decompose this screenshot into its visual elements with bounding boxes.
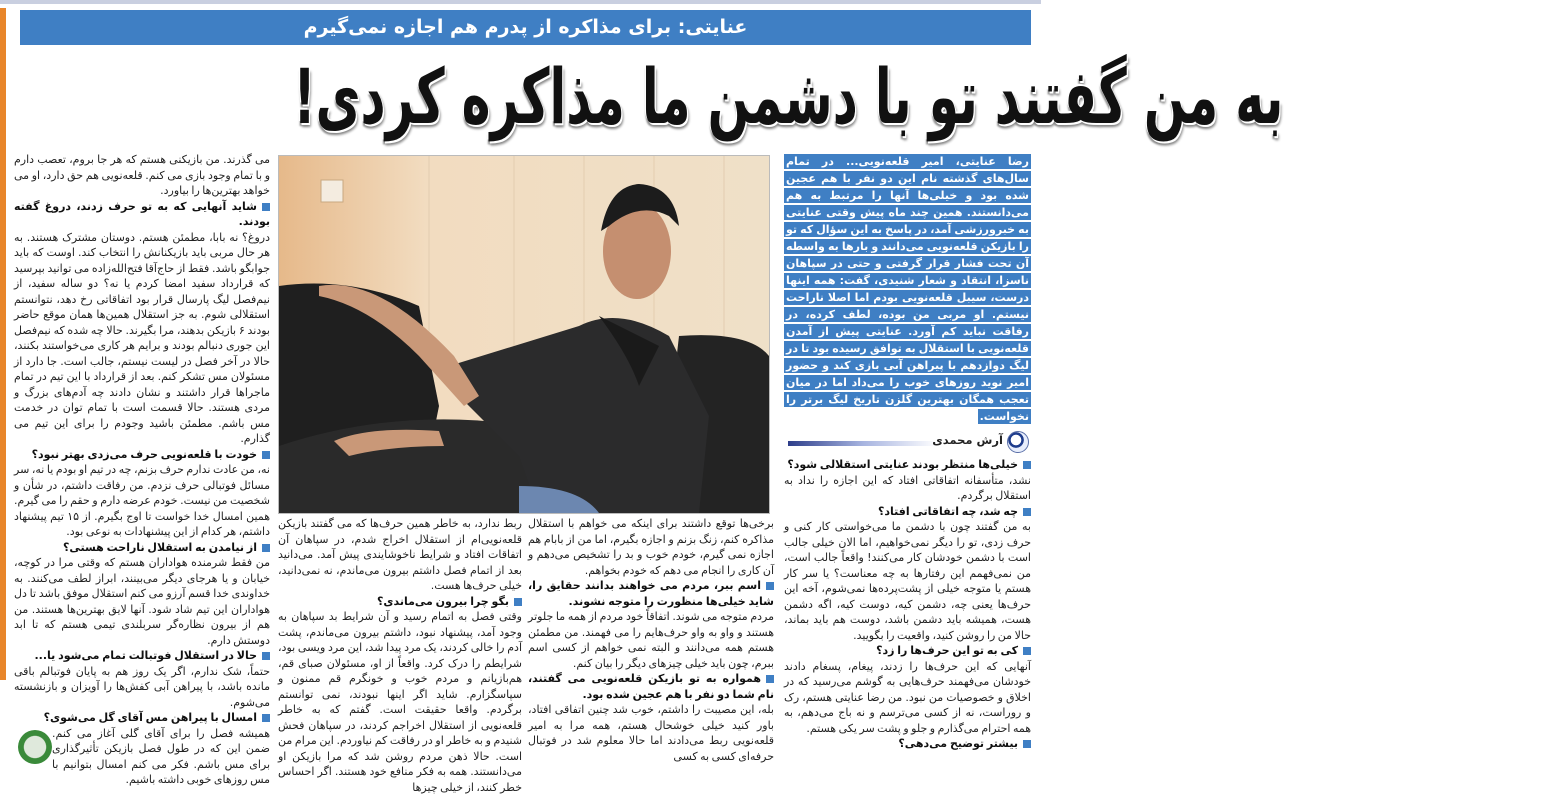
interview-question xyxy=(784,736,1031,752)
football-icon xyxy=(1007,431,1029,453)
question-bullet-icon xyxy=(766,582,774,590)
interview-answer: نشد، متأسفانه اتفاقاتی افتاد که این اجازه را نداد به استقلال برگردم. xyxy=(784,473,1031,502)
interview-question xyxy=(14,447,270,463)
headline: به من گفتند تو با دشمن ما مذاکره کردی! xyxy=(293,52,1284,141)
interview-answer: دروغ؟ نه بابا، مطمئن هستم. دوستان مشترک هستند. به هر حال مربی باید بازیکنانش را انتخاب کند. اوست که باید جوابگو باشد. فقط از حاج‌آقا فتح‌الله‌زاده می توانید بپرسید که قرارداد سفید امضا کردم یا نه؟ دو ساله سفید، از نیم‌فصل لیگ پارسال قرار بود اتفاقاتی رخ دهد، نتوانستم استقلالی شوم. به جز استقلال همین‌ها همان موقع حاضر بودند ۶ بازیکن بدهند، مرا بگیرند. حالا چه شده که نیم‌فصل این جوری دنبالم بودند و برایم هر کاری می‌خواستند بکنند، حالا در آخر فصل در لیست نیستم، جالب است. جا دارد از مسئولان مس تشکر کنم. بعد از قرارداد با این تیم در تمام ماجراها قرار داشتند و نشان دادند چه آدم‌های بزرگ و مردی هستند. حالا قسمت است با تمام توان در خدمت مس باشم. مطمئن باشید وجودم را برای این تیم می گذارم. xyxy=(14,230,270,445)
interview-question xyxy=(14,648,270,664)
question-bullet-icon xyxy=(262,652,270,660)
article-column-right xyxy=(784,457,1031,752)
headline-container xyxy=(20,48,1284,148)
photo-illustration xyxy=(279,156,769,513)
question-bullet-icon xyxy=(262,451,270,459)
interview-answer: برخی‌ها توقع داشتند برای اینکه می خواهم با استقلال مذاکره کنم، زنگ بزنم و اجازه بگیرم، اما من از بابام هم اجازه نمی گیرم، خودم خوب و بد را تشخیص می‌دهم و آن کاری را انجام می دهم که خودم بخواهم. xyxy=(528,517,774,577)
question-bullet-icon xyxy=(1023,461,1031,469)
author-name: آرش محمدی xyxy=(932,433,1003,447)
interview-answer: نه، من عادت ندارم حرف بزنم، چه در تیم او بودم یا نه، سر مسائل فوتبالی حرف نزدم. من رفاقت داشتم، در شأن و شخصیت من نیست. خودم عرضه دارم و حقم را می گیرم. همین امسال خدا خواست تا اوج بگیرم. از ۱۵ تیم پیشنهاد داشتم، هر کدام از این پیشنهادات به نوعی بود. xyxy=(14,463,270,538)
interview-answer: آنهایی که این حرف‌ها را زدند، پیغام، پسغام دادند خودشان می‌فهمند حرف‌هایی به گوشم می‌رسید که در اخلاق و خصوصیات من نبود. من رضا عنایتی هستم، رک و روراست، نه از کسی می‌ترسم و نه باج می‌دهم، به همه احترام می‌گذارم و جلو و پشت سر یکی هستم. xyxy=(784,659,1031,735)
lead-text: رضا عنایتی، امیر قلعه‌نویی... در تمام سال‌های گذشته نام این دو نفر با هم عجین شده بود و خیلی‌ها آنها را مرتبط به هم می‌دانستند. همین چند ماه پیش وقتی عنایتی به خبرورزشی آمد، در پاسخ به این سؤال که تو را بازیکن قلعه‌نویی می‌دانند و بارها به واسطه آن تحت فشار قرار گرفتی و حتی در سپاهان ناسزا، انتقاد و شعار شنیدی، گفت: همه اینها درست، سیبل قلعه‌نویی بودم اما اصلا ناراحت نیستم. او مربی من بوده، لطف کرده، در رفاقت نباید کم آورد. عنایتی پیش از آمدن قلعه‌نویی با استقلال به توافق رسیده بود تا در لیگ دوازدهم با پیراهن آبی بازی کند و حضور امیر نوید روزهای خوب را می‌داد اما در میان تعجب همگان بهترین گلزن تاریخ لیگ برتر را نخواست. xyxy=(786,155,1029,423)
question-text: از نیامدن به استقلال ناراحت هستی؟ xyxy=(62,540,257,554)
interview-answer: حتماً، شک ندارم، اگر یک روز هم به پایان فوتبالم باقی مانده باشد، با پیراهن آبی کفش‌ها را آویزان و بازنشسته می‌شوم. xyxy=(14,664,270,709)
interview-answer: می گذرند. من بازیکنی هستم که هر جا بروم، تعصب دارم و با تمام وجود بازی می کنم. قلعه‌نویی هم حق دارد، او می خواهد بهترین‌ها را بیاورد. xyxy=(14,153,270,197)
question-bullet-icon xyxy=(262,203,270,211)
interview-answer: مردم متوجه می شوند. اتفاقاً خود مردم از همه ما جلوتر هستند و واو به واو حرف‌هایم را می فهمند. من مطمئن هستم همه می‌دانند و البته نمی خواهم از کسی اسم ببرم، چون باید خیلی چیزهای دیگر را بیان کنم. xyxy=(528,610,774,670)
interview-question xyxy=(784,643,1031,659)
interview-answer: بله، این مصیبت را داشتم، خوب شد چنین اتفاقی افتاد، باور کنید خیلی خوشحال هستم، همه مرا به امیر قلعه‌نویی ربط می‌دادند اما حالا معلوم شد در فوتبال حرفه‌ای کسی به کسی xyxy=(528,703,774,763)
interview-answer: به من گفتند چون با دشمن ما می‌خواستی کار کنی و حرف زدی، تو را دیگر نمی‌خواهیم، اما الان خیلی جالب است با دشمن خودشان کار می‌کنند! واقعاً جالب است، من نمی‌فهمم این رفتارها به چه معناست؟ یا سر کار هستم یا متوجه خیلی از پشت‌پرده‌ها نمی‌شوم، آخه این حرف‌ها یعنی چه، دشمن کیه، دوست کیه، اگه دشمن هست، همیشه باید دشمن باشد، دوست هم باید بماند، حالا من را روشن کنید، واقعیت را بگویید. xyxy=(784,520,1031,642)
article-column-center xyxy=(278,516,522,795)
top-rule xyxy=(0,0,1041,4)
interview-question xyxy=(784,504,1031,520)
question-bullet-icon xyxy=(766,675,774,683)
question-bullet-icon xyxy=(262,544,270,552)
question-text: خودت با قلعه‌نویی حرف می‌زدی بهتر نبود؟ xyxy=(31,447,257,461)
publication-logo xyxy=(18,730,52,764)
interview-question xyxy=(528,578,774,609)
article-column-right-wrap xyxy=(784,153,1031,752)
question-text: امسال با پیراهن مس آقای گل می‌شوی؟ xyxy=(43,711,257,724)
interview-question xyxy=(14,540,270,556)
interview-answer: من فقط شرمنده هواداران هستم که وقتی مرا در کوچه، خیابان و یا هرجای دیگر می‌بینند، ابراز لطف می‌کنند. به خداوندی خدا قسم آرزو می کنم استقلال موفق باشد تا دل هواداران این تیم شاد شود. آنها لایق بهترین‌ها هستند. من هم از بیرون نظاره‌گر سربلندی تیمی هستم که تا ابد دوستش دارم. xyxy=(14,556,270,647)
article-column-left xyxy=(14,152,270,788)
interview-question xyxy=(784,457,1031,473)
interview-question xyxy=(14,710,270,726)
byline-rule xyxy=(788,441,938,446)
interview-question xyxy=(14,199,270,230)
author-byline xyxy=(788,431,1031,453)
interview-question xyxy=(278,594,522,610)
interview-photo xyxy=(278,155,770,514)
interview-answer: ربط ندارد، به خاطر همین حرف‌ها که می گفتند بازیکن قلعه‌نویی‌ام از استقلال اخراج شدم، در سپاهان آن اتفاقات افتاد و شرایط ناخوشایندی پیش آمد. می‌دانید بعد از اتمام فصل داشتم بیرون می‌ماندم، نه نمی‌دانید، خیلی حرف‌ها هست. xyxy=(278,517,522,592)
question-bullet-icon xyxy=(1023,647,1031,655)
page-edge-bar xyxy=(0,8,6,680)
question-text: چه شد، چه اتفاقاتی افتاد؟ xyxy=(877,504,1018,518)
question-text: شاید آنهایی که به تو حرف زدند، دروغ گفته بودند. xyxy=(14,199,270,228)
lead-paragraph xyxy=(784,153,1031,425)
question-bullet-icon xyxy=(514,598,522,606)
question-text: بیشتر توضیح می‌دهی؟ xyxy=(898,737,1018,750)
interview-answer: همیشه فصل را برای آقای گلی آغاز می کنم. ضمن این که در طول فصل بازیکن تأثیرگذاری برای مس باشم. فکر می کنم امسال بتوانیم با مس روزهای خوبی داشته باشیم. xyxy=(52,726,270,786)
interview-answer: وقتی فصل به اتمام رسید و آن شرایط بد سپاهان به وجود آمد، پیشنهاد نبود، داشتم بیرون می‌ماندم، پشت آدم را خالی کردند، یک مرد پیدا شد، این مرد ویسی بود، شرایطم را درک کرد. واقعاً از او، مسئولان صبای قم، هم‌بازیانم و مردم خوب و خونگرم قم ممنون و سپاسگزارم. شاید اگر اینها نبودند، نمی توانستم برگردم. واقعا حقیقت است. گفتم که به خاطر قلعه‌نویی از استقلال اخراجم کردند، در سپاهان فحش شنیدم و به خاطر او در رفاقت کم نیاوردم. این مرام من است. حالا ذهن مردم روشن شد که مرا بازیکن او می‌دانستند. همه به فکر منافع خود هستند. اگر احساس خطر کنند، از خیلی چیزها xyxy=(278,610,522,794)
question-bullet-icon xyxy=(262,714,270,722)
question-text: اسم ببر، مردم می خواهند بدانند حقایق را، شاید خیلی‌ها منظورت را متوجه نشوند. xyxy=(528,579,774,608)
interview-question xyxy=(528,671,774,702)
article-column-middle xyxy=(528,516,774,764)
question-text: کی به تو این حرف‌ها را زد؟ xyxy=(876,644,1018,657)
question-text: حالا در استقلال فوتبالت تمام می‌شود یا... xyxy=(34,649,257,662)
question-bullet-icon xyxy=(1023,740,1031,748)
question-bullet-icon xyxy=(1023,508,1031,516)
question-text: همواره به تو بازیکن قلعه‌نویی می گفتند، نام شما دو نفر با هم عجین شده بود. xyxy=(528,672,774,701)
kicker-bar: عنایتی: برای مذاکره از پدرم هم اجازه نمی‌گیرم xyxy=(20,10,1031,45)
question-text: خیلی‌ها منتظر بودند عنایتی استقلالی شود؟ xyxy=(787,458,1018,471)
question-text: بگو چرا بیرون می‌ماندی؟ xyxy=(377,594,509,608)
